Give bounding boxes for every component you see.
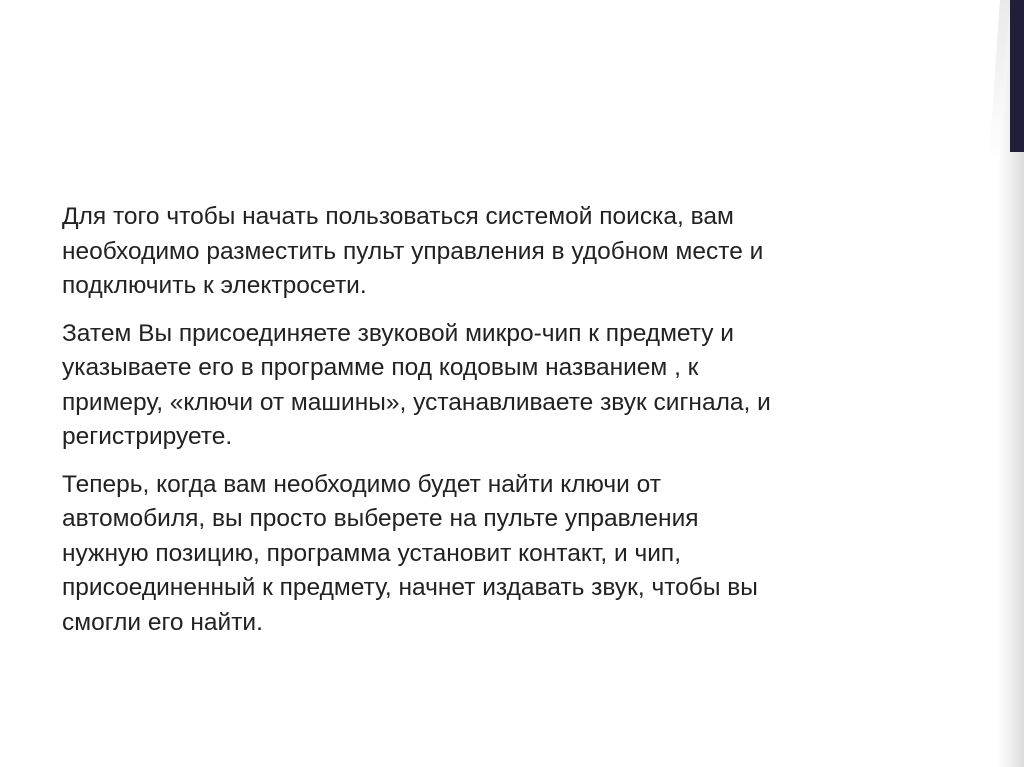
paragraph-register: Затем Вы присоединяете звуковой микро-чип к предмету и указываете его в программе под кодовым названием , к примеру, «ключи от машины», устанавливаете звук сигнала, и регистрируете.: [62, 319, 771, 450]
paragraph-find: Теперь, когда вам необходимо будет найти ключи от автомобиля, вы просто выберете на пульте управления нужную позицию, программа установит контакт, и чип, присоединенный к предмету, начнет издавать звук, чтобы вы смогли его найти.: [62, 470, 758, 636]
slide-body: [62, 200, 892, 653]
paragraph-setup: Для того чтобы начать пользоваться системой поиска, вам необходимо разместить пульт управления в удобном месте и подключить к электросети.: [62, 203, 764, 299]
page-edge-accent: [1010, 0, 1024, 152]
